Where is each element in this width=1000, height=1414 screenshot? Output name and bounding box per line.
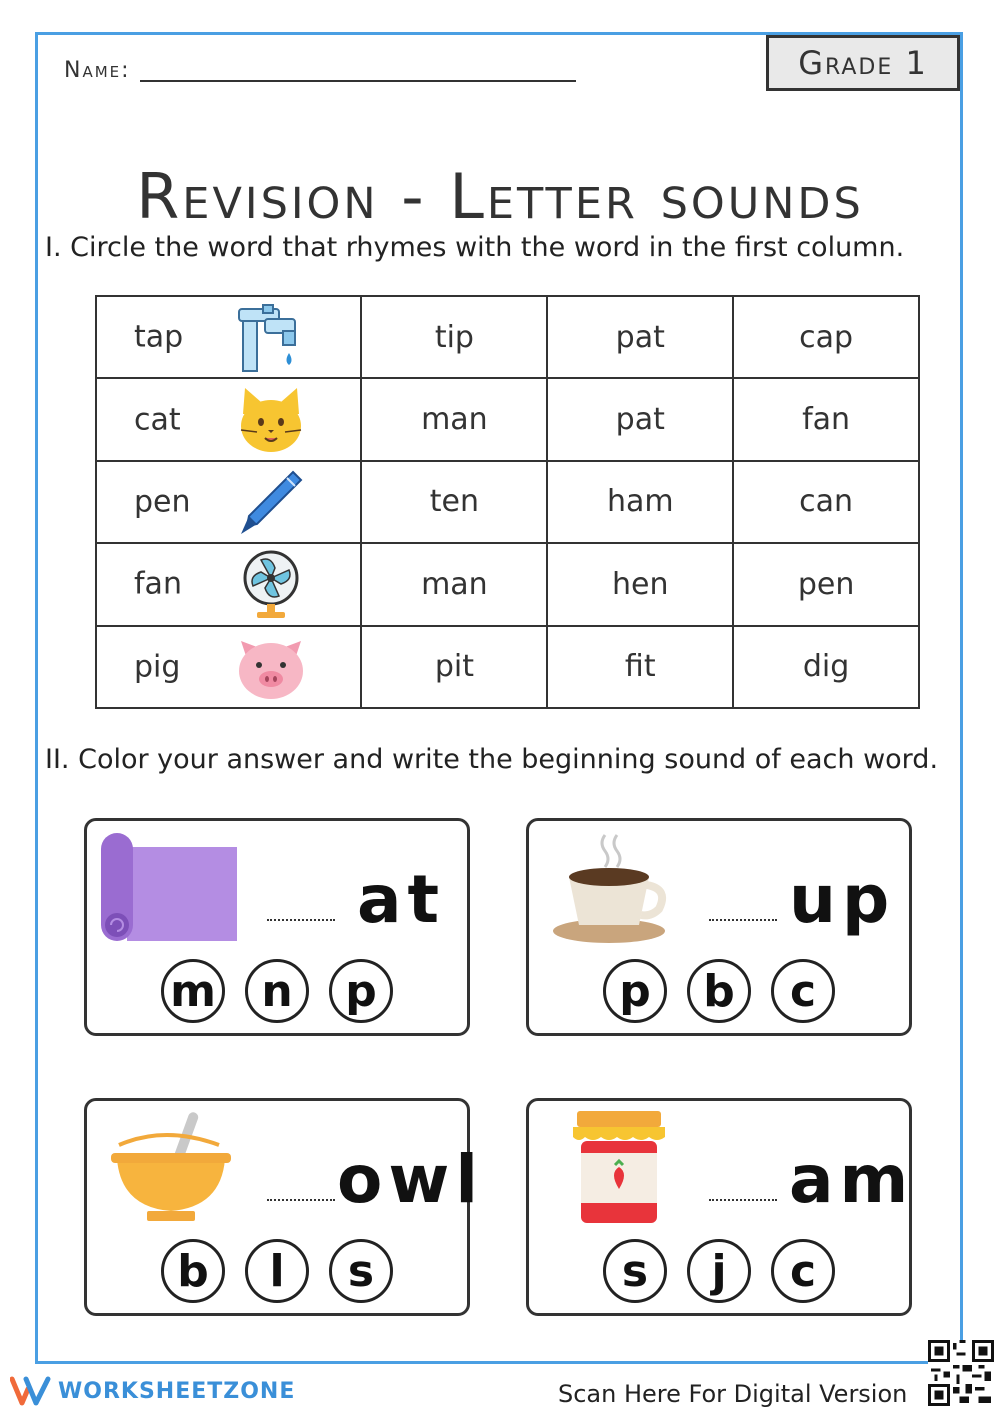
grade-badge: Grade 1 bbox=[766, 35, 960, 91]
prompt-cell bbox=[96, 296, 361, 378]
answer-blank[interactable] bbox=[709, 919, 777, 921]
choice-circle[interactable]: l bbox=[245, 1239, 309, 1303]
rhyme-table bbox=[95, 295, 920, 709]
option-word[interactable]: man bbox=[361, 543, 547, 625]
cat-face-icon bbox=[235, 384, 307, 456]
sound-card bbox=[526, 818, 912, 1036]
choice-circle[interactable]: b bbox=[161, 1239, 225, 1303]
prompt-cell bbox=[96, 543, 361, 625]
choice-circle[interactable]: s bbox=[329, 1239, 393, 1303]
choice-circle[interactable]: s bbox=[603, 1239, 667, 1303]
prompt-word: pig bbox=[134, 649, 181, 685]
name-label: Name: bbox=[64, 58, 131, 83]
table-row bbox=[96, 461, 919, 543]
choice-circle[interactable]: m bbox=[161, 959, 225, 1023]
bowl-icon bbox=[97, 1107, 237, 1227]
table-row bbox=[96, 296, 919, 378]
scan-text: Scan Here For Digital Version bbox=[558, 1380, 908, 1408]
option-word[interactable]: pit bbox=[361, 626, 547, 708]
sound-card bbox=[84, 818, 470, 1036]
prompt-word: pen bbox=[134, 484, 191, 520]
word-ending: am bbox=[789, 1141, 915, 1218]
prompt-word: tap bbox=[134, 319, 184, 355]
option-word[interactable]: ten bbox=[361, 461, 547, 543]
choice-row bbox=[603, 1239, 835, 1303]
option-word[interactable]: dig bbox=[733, 626, 919, 708]
option-word[interactable]: tip bbox=[361, 296, 547, 378]
worksheetzone-logo-icon bbox=[10, 1375, 52, 1407]
cup-icon bbox=[539, 827, 679, 947]
choice-row bbox=[603, 959, 835, 1023]
word-ending: up bbox=[789, 861, 896, 938]
brand-name: WORKSHEETZONE bbox=[58, 1378, 296, 1404]
option-word[interactable]: fan bbox=[733, 378, 919, 460]
prompt-cell bbox=[96, 461, 361, 543]
name-field[interactable] bbox=[140, 80, 576, 82]
option-word[interactable]: fit bbox=[547, 626, 733, 708]
option-word[interactable]: cap bbox=[733, 296, 919, 378]
section2-instruction: II. Color your answer and write the beginning sound of each word. bbox=[45, 744, 939, 775]
page-title: Revision - Letter sounds bbox=[136, 159, 864, 233]
pen-icon bbox=[235, 466, 307, 538]
table-row bbox=[96, 378, 919, 460]
choice-circle[interactable]: p bbox=[603, 959, 667, 1023]
answer-blank[interactable] bbox=[267, 1199, 335, 1201]
sound-card bbox=[84, 1098, 484, 1316]
option-word[interactable]: can bbox=[733, 461, 919, 543]
choice-circle[interactable]: b bbox=[687, 959, 751, 1023]
sound-card bbox=[526, 1098, 915, 1316]
choice-row bbox=[161, 959, 393, 1023]
table-row bbox=[96, 543, 919, 625]
choice-circle[interactable]: p bbox=[329, 959, 393, 1023]
mat-icon bbox=[97, 827, 237, 947]
choice-circle[interactable]: j bbox=[687, 1239, 751, 1303]
answer-blank[interactable] bbox=[267, 919, 335, 921]
option-word[interactable]: man bbox=[361, 378, 547, 460]
choice-circle[interactable]: c bbox=[771, 959, 835, 1023]
option-word[interactable]: pen bbox=[733, 543, 919, 625]
option-word[interactable]: ham bbox=[547, 461, 733, 543]
section1-instruction: I. Circle the word that rhymes with the word in the first column. bbox=[45, 232, 905, 263]
prompt-word: cat bbox=[134, 402, 181, 438]
option-word[interactable]: hen bbox=[547, 543, 733, 625]
option-word[interactable]: pat bbox=[547, 378, 733, 460]
prompt-word: fan bbox=[134, 566, 182, 602]
choice-circle[interactable]: c bbox=[771, 1239, 835, 1303]
faucet-icon bbox=[235, 301, 307, 373]
brand-logo[interactable] bbox=[10, 1375, 295, 1407]
choice-circle[interactable]: n bbox=[245, 959, 309, 1023]
word-ending: owl bbox=[337, 1141, 484, 1218]
table-row bbox=[96, 626, 919, 708]
pig-face-icon bbox=[235, 631, 307, 703]
prompt-cell bbox=[96, 626, 361, 708]
qr-code-icon[interactable] bbox=[928, 1340, 994, 1406]
word-ending: at bbox=[357, 861, 446, 938]
prompt-cell bbox=[96, 378, 361, 460]
answer-blank[interactable] bbox=[709, 1199, 777, 1201]
choice-row bbox=[161, 1239, 393, 1303]
fan-icon bbox=[235, 548, 307, 620]
jam-jar-icon bbox=[539, 1107, 679, 1227]
option-word[interactable]: pat bbox=[547, 296, 733, 378]
